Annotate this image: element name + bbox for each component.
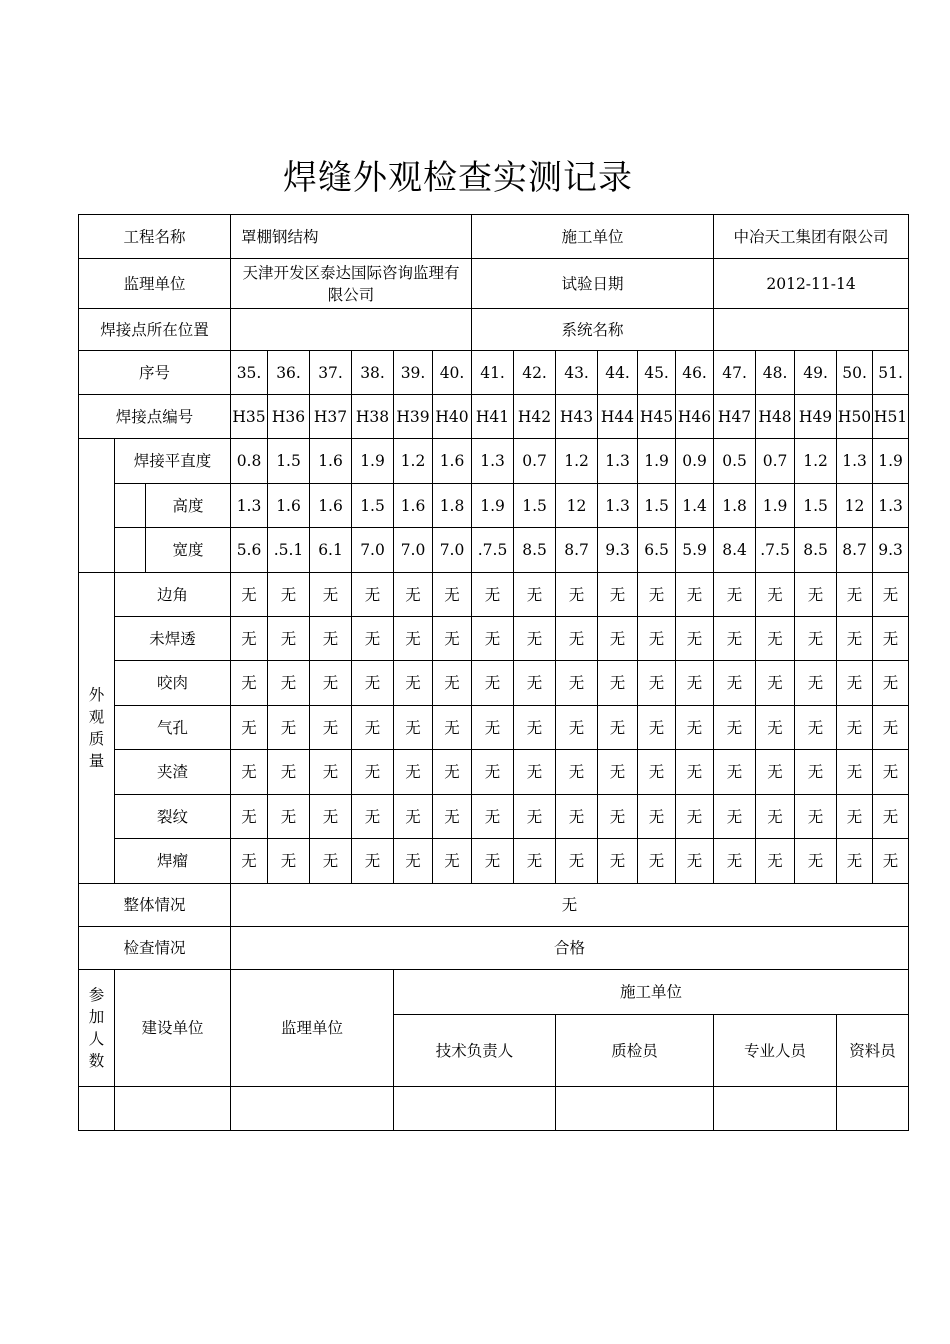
code-cell: H40 [433,395,472,439]
appearance-cell: 无 [598,617,638,661]
measurement-cell: 1.2 [556,439,598,484]
appearance-cell: 无 [795,617,837,661]
appearance-cell: 无 [714,706,756,750]
appearance-cell: 无 [514,750,556,795]
appearance-cell: 无 [472,795,514,839]
table-row [79,927,909,970]
appearance-cell: 无 [352,661,394,706]
appearance-cell: 无 [676,661,714,706]
appearance-cell: 无 [472,617,514,661]
appearance-cell: 无 [638,617,676,661]
code-cell: H49 [795,395,837,439]
code-row [79,395,909,439]
measurement-cell: 6.5 [638,528,676,573]
seq-cell: 46. [676,351,714,395]
code-cell: H42 [514,395,556,439]
project-value: 罩棚钢结构 [231,215,472,259]
appearance-row [79,573,909,617]
test-date-label: 试验日期 [472,259,714,309]
appearance-cell: 无 [638,795,676,839]
measurement-label: 焊接平直度 [115,439,231,484]
appearance-cell: 无 [231,839,268,884]
appearance-cell: 无 [268,617,310,661]
measurement-cell: 1.5 [514,484,556,528]
appearance-cell: 无 [394,795,433,839]
inspection-label: 检查情况 [79,927,231,970]
contractor-value: 中冶天工集团有限公司 [714,215,909,259]
measurement-cell: 0.5 [714,439,756,484]
appearance-cell: 无 [837,706,873,750]
appearance-cell: 无 [714,661,756,706]
contractor-label: 施工单位 [472,215,714,259]
vertical-char: 量 [88,752,105,770]
measurement-cell: 5.9 [676,528,714,573]
appearance-cell: 无 [873,617,909,661]
appearance-cell: 无 [433,795,472,839]
appearance-cell: 无 [556,795,598,839]
seq-cell: 50. [837,351,873,395]
appearance-cell: 无 [268,795,310,839]
owner-unit-label: 建设单位 [115,970,231,1087]
measurement-cell: 0.9 [676,439,714,484]
appearance-cell: 无 [394,839,433,884]
appearance-cell: 无 [638,750,676,795]
appearance-cell: 无 [514,839,556,884]
appearance-cell: 无 [310,573,352,617]
vertical-char: 加 [88,1008,105,1026]
appearance-cell: 无 [268,661,310,706]
appearance-cell: 无 [556,839,598,884]
appearance-cell: 无 [638,573,676,617]
signature-cell [556,1087,714,1131]
table-row [79,884,909,927]
appearance-cell: 无 [837,573,873,617]
table-body [79,215,909,1131]
appearance-cell: 无 [676,795,714,839]
measurement-cell: 1.9 [873,439,909,484]
appearance-row [79,750,909,795]
overall-label: 整体情况 [79,884,231,927]
measurement-cell: 1.8 [714,484,756,528]
appearance-cell: 无 [714,617,756,661]
code-label: 焊接点编号 [79,395,231,439]
measurement-cell: 9.3 [873,528,909,573]
seq-cell: 38. [352,351,394,395]
appearance-cell: 无 [756,661,795,706]
appearance-cell: 无 [472,573,514,617]
signature-cell [115,1087,231,1131]
measurement-cell: 8.7 [837,528,873,573]
appearance-cell: 无 [837,795,873,839]
appearance-cell: 无 [676,617,714,661]
code-cell: H39 [394,395,433,439]
signature-cell [231,1087,394,1131]
measurement-label: 宽度 [146,528,231,573]
appearance-cell: 无 [598,573,638,617]
qc-label: 质检员 [556,1015,714,1087]
location-label: 焊接点所在位置 [79,309,231,351]
code-cell: H45 [638,395,676,439]
appearance-label: 气孔 [115,706,231,750]
seq-cell: 40. [433,351,472,395]
appearance-cell: 无 [676,750,714,795]
signature-cell [394,1087,556,1131]
measurement-cell: 6.1 [310,528,352,573]
measurement-cell: 1.2 [795,439,837,484]
appearance-cell: 无 [795,750,837,795]
measurement-cell: 8.5 [795,528,837,573]
appearance-cell: 无 [514,617,556,661]
appearance-cell: 无 [873,750,909,795]
appearance-cell: 无 [472,750,514,795]
measurement-row [79,439,909,484]
measurement-cell: 1.9 [756,484,795,528]
appearance-cell: 无 [873,661,909,706]
measurement-cell: 1.6 [394,484,433,528]
seq-cell: 41. [472,351,514,395]
measurement-cell: 1.3 [231,484,268,528]
appearance-cell: 无 [394,706,433,750]
appearance-row [79,795,909,839]
appearance-row [79,617,909,661]
project-label: 工程名称 [79,215,231,259]
appearance-cell: 无 [556,750,598,795]
appearance-cell: 无 [352,750,394,795]
seq-cell: 45. [638,351,676,395]
measurement-cell: 1.3 [598,484,638,528]
signature-cell [837,1087,909,1131]
appearance-cell: 无 [756,750,795,795]
appearance-cell: 无 [714,795,756,839]
appearance-cell: 无 [268,839,310,884]
seq-label: 序号 [79,351,231,395]
seq-cell: 44. [598,351,638,395]
appearance-cell: 无 [756,795,795,839]
appearance-cell: 无 [598,839,638,884]
tech-lead-label: 技术负责人 [394,1015,556,1087]
appearance-cell: 无 [638,839,676,884]
appearance-cell: 无 [556,706,598,750]
appearance-label: 夹渣 [115,750,231,795]
appearance-cell: 无 [352,617,394,661]
appearance-cell: 无 [756,839,795,884]
code-cell: H38 [352,395,394,439]
table-row [79,970,909,1015]
appearance-cell: 无 [714,750,756,795]
appearance-cell: 无 [352,573,394,617]
appearance-cell: 无 [472,839,514,884]
measurement-row [79,484,909,528]
code-cell: H51 [873,395,909,439]
measurement-cell: 1.6 [433,439,472,484]
appearance-cell: 无 [638,706,676,750]
measurement-cell: 12 [556,484,598,528]
measurement-row [79,528,909,573]
measurement-sub-blank [115,528,146,573]
measurement-cell: 1.6 [268,484,310,528]
vertical-char: 质 [88,730,105,748]
measurement-cell: 1.3 [837,439,873,484]
appearance-cell: 无 [352,795,394,839]
vertical-char: 人 [88,1030,105,1048]
specialist-label: 专业人员 [714,1015,837,1087]
appearance-cell: 无 [231,617,268,661]
measurement-cell: 7.0 [433,528,472,573]
appearance-row [79,661,909,706]
appearance-cell: 无 [231,706,268,750]
appearance-cell: 无 [795,795,837,839]
measurement-cell: 0.7 [514,439,556,484]
appearance-cell: 无 [795,706,837,750]
code-cell: H37 [310,395,352,439]
appearance-cell: 无 [231,795,268,839]
appearance-cell: 无 [268,706,310,750]
appearance-label: 边角 [115,573,231,617]
appearance-cell: 无 [433,839,472,884]
signature-cell [79,1087,115,1131]
test-date-value: 2012-11-14 [714,259,909,309]
appearance-cell: 无 [231,573,268,617]
appearance-cell: 无 [556,573,598,617]
appearance-cell: 无 [837,617,873,661]
code-cell: H46 [676,395,714,439]
measurement-cell: 7.0 [394,528,433,573]
code-cell: H44 [598,395,638,439]
measurement-cell: 0.8 [231,439,268,484]
appearance-cell: 无 [873,839,909,884]
vertical-char: 参 [88,986,105,1004]
measurement-cell: 1.8 [433,484,472,528]
measurement-cell: .7.5 [472,528,514,573]
appearance-cell: 无 [433,617,472,661]
appearance-cell: 无 [514,573,556,617]
appearance-cell: 无 [598,750,638,795]
appearance-cell: 无 [598,795,638,839]
appearance-cell: 无 [756,617,795,661]
measurement-label: 高度 [146,484,231,528]
appearance-cell: 无 [837,750,873,795]
appearance-cell: 无 [433,750,472,795]
appearance-cell: 无 [676,706,714,750]
appearance-cell: 无 [676,839,714,884]
appearance-cell: 无 [795,661,837,706]
measurement-cell: 1.6 [310,484,352,528]
appearance-cell: 无 [394,750,433,795]
measurement-cell: 1.9 [638,439,676,484]
appearance-cell: 无 [268,750,310,795]
appearance-cell: 无 [310,795,352,839]
seq-cell: 51. [873,351,909,395]
measurement-cell: 1.5 [638,484,676,528]
measurement-cell: 12 [837,484,873,528]
measurement-cell: 1.5 [795,484,837,528]
measurement-cell: 8.4 [714,528,756,573]
seq-cell: 39. [394,351,433,395]
code-cell: H47 [714,395,756,439]
appearance-cell: 无 [514,706,556,750]
seq-cell: 48. [756,351,795,395]
appearance-cell: 无 [714,839,756,884]
vertical-char: 观 [88,708,105,726]
measurement-cell: 7.0 [352,528,394,573]
measurement-cell: 5.6 [231,528,268,573]
archivist-label: 资料员 [837,1015,909,1087]
system-value [714,309,909,351]
measurement-cell: 1.3 [873,484,909,528]
seq-cell: 42. [514,351,556,395]
measurement-cell: 1.4 [676,484,714,528]
measurement-cell: 1.3 [598,439,638,484]
appearance-cell: 无 [433,573,472,617]
appearance-cell: 无 [310,706,352,750]
table-row [79,259,909,309]
measurement-cell: 8.5 [514,528,556,573]
measurement-cell: 0.7 [756,439,795,484]
appearance-group-label [79,573,115,884]
seq-cell: 36. [268,351,310,395]
system-label: 系统名称 [472,309,714,351]
appearance-row [79,706,909,750]
code-cell: H43 [556,395,598,439]
code-cell: H36 [268,395,310,439]
code-cell: H50 [837,395,873,439]
measurement-cell: 9.3 [598,528,638,573]
appearance-row [79,839,909,884]
appearance-cell: 无 [231,661,268,706]
vertical-char: 数 [88,1052,105,1070]
appearance-cell: 无 [472,661,514,706]
appearance-cell: 无 [756,573,795,617]
supervisor-label: 监理单位 [79,259,231,309]
seq-cell: 47. [714,351,756,395]
appearance-cell: 无 [310,839,352,884]
appearance-cell: 无 [514,661,556,706]
appearance-cell: 无 [795,839,837,884]
measurement-cell: .5.1 [268,528,310,573]
measurement-cell: .7.5 [756,528,795,573]
appearance-cell: 无 [598,661,638,706]
seq-cell: 43. [556,351,598,395]
appearance-cell: 无 [433,706,472,750]
supervisor-value: 天津开发区泰达国际咨询监理有限公司 [231,259,472,309]
appearance-cell: 无 [394,617,433,661]
measurement-cell: 1.2 [394,439,433,484]
inspection-value: 合格 [231,927,909,970]
appearance-cell: 无 [472,706,514,750]
supervisor-unit-label: 监理单位 [231,970,394,1087]
appearance-cell: 无 [352,706,394,750]
vertical-char: 外 [88,686,105,704]
measurement-group-blank [79,439,115,573]
appearance-label: 裂纹 [115,795,231,839]
appearance-cell: 无 [556,617,598,661]
appearance-cell: 无 [352,839,394,884]
measurement-cell: 1.5 [352,484,394,528]
appearance-label: 咬肉 [115,661,231,706]
table-row [79,215,909,259]
contractor-unit-label: 施工单位 [394,970,909,1015]
signature-cell [714,1087,837,1131]
appearance-cell: 无 [873,706,909,750]
location-value [231,309,472,351]
appearance-cell: 无 [394,661,433,706]
measurement-cell: 8.7 [556,528,598,573]
measurement-cell: 1.9 [472,484,514,528]
appearance-cell: 无 [638,661,676,706]
appearance-cell: 无 [756,706,795,750]
weld-inspection-table [78,214,909,1131]
participants-label [79,970,115,1087]
seq-row [79,351,909,395]
code-cell: H41 [472,395,514,439]
appearance-cell: 无 [310,661,352,706]
measurement-cell: 1.3 [472,439,514,484]
measurement-cell: 1.5 [268,439,310,484]
table-row [79,309,909,351]
appearance-cell: 无 [837,839,873,884]
measurement-sub-blank [115,484,146,528]
appearance-label: 未焊透 [115,617,231,661]
appearance-cell: 无 [310,617,352,661]
overall-value: 无 [231,884,909,927]
appearance-cell: 无 [268,573,310,617]
appearance-label: 焊瘤 [115,839,231,884]
document-title: 焊缝外观检查实测记录 [283,158,633,198]
seq-cell: 37. [310,351,352,395]
seq-cell: 49. [795,351,837,395]
appearance-cell: 无 [873,795,909,839]
code-cell: H35 [231,395,268,439]
appearance-cell: 无 [714,573,756,617]
appearance-cell: 无 [556,661,598,706]
appearance-cell: 无 [310,750,352,795]
appearance-cell: 无 [873,573,909,617]
appearance-cell: 无 [795,573,837,617]
appearance-cell: 无 [394,573,433,617]
appearance-cell: 无 [837,661,873,706]
appearance-cell: 无 [598,706,638,750]
measurement-cell: 1.6 [310,439,352,484]
appearance-cell: 无 [676,573,714,617]
signature-row [79,1087,909,1131]
seq-cell: 35. [231,351,268,395]
appearance-cell: 无 [514,795,556,839]
measurement-cell: 1.9 [352,439,394,484]
code-cell: H48 [756,395,795,439]
appearance-cell: 无 [433,661,472,706]
appearance-cell: 无 [231,750,268,795]
